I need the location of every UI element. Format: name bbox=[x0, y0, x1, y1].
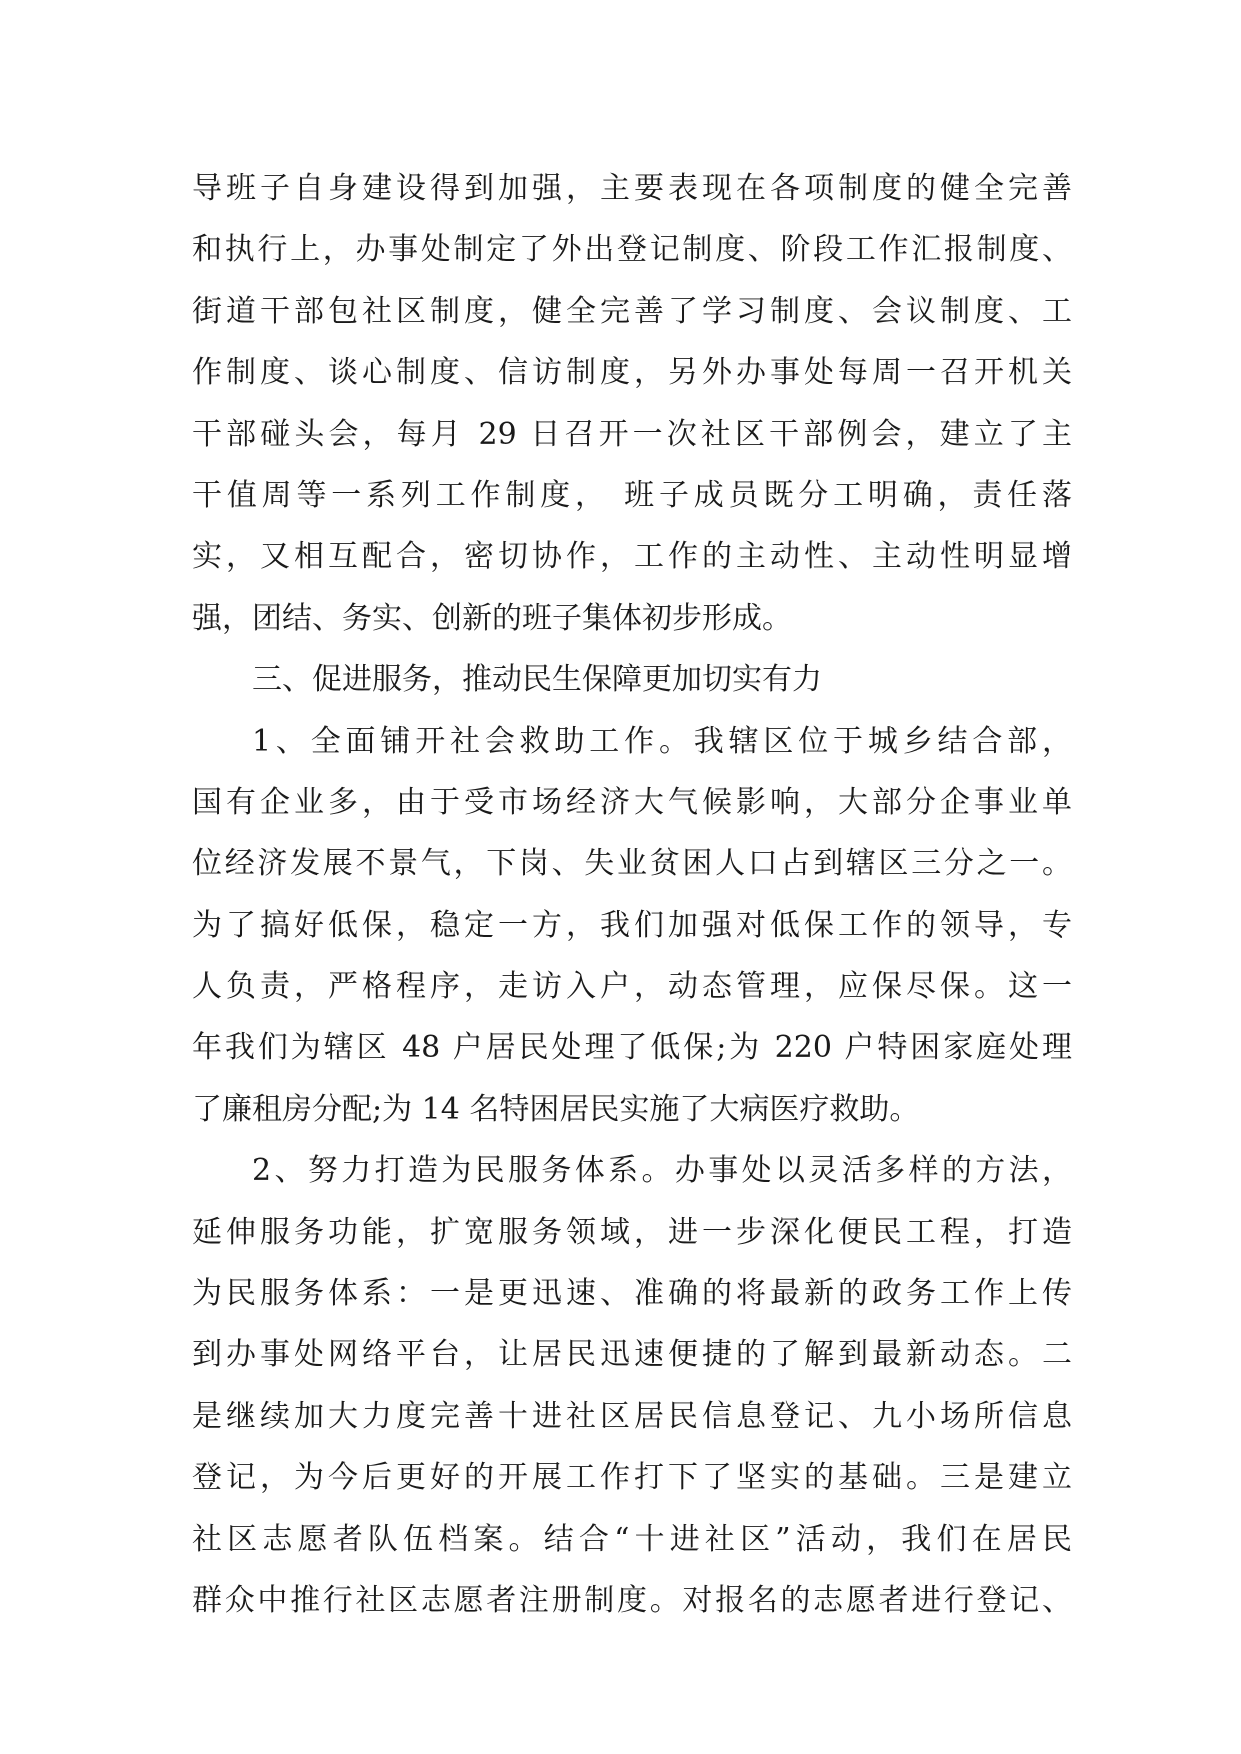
text-line: 登记，为今后更好的开展工作打下了坚实的基础。三是建立 bbox=[192, 1460, 1072, 1496]
text-line: 了廉租房分配;为 14 名特困居民实施了大病医疗救助。 bbox=[192, 1091, 920, 1127]
text-line: 群众中推行社区志愿者注册制度。对报名的志愿者进行登记、 bbox=[192, 1582, 1072, 1618]
text-line: 年我们为辖区 48 户居民处理了低保;为 220 户特困家庭处理 bbox=[192, 1030, 1072, 1066]
document-body bbox=[192, 158, 1072, 1631]
text-line: 干部碰头会，每月 29 日召开一次社区干部例会，建立了主 bbox=[192, 416, 1072, 452]
text-line: 作制度、谈心制度、信访制度，另外办事处每周一召开机关 bbox=[192, 355, 1072, 391]
section-heading: 三、促进服务，推动民生保障更加切实有力 bbox=[252, 662, 822, 698]
text-line: 是继续加大力度完善十进社区居民信息登记、九小场所信息 bbox=[192, 1398, 1072, 1434]
text-line: 强，团结、务实、创新的班子集体初步形成。 bbox=[192, 600, 792, 636]
text-line: 2、努力打造为民服务体系。办事处以灵活多样的方法， bbox=[252, 1153, 1072, 1189]
text-line: 实，又相互配合，密切协作，工作的主动性、主动性明显增 bbox=[192, 539, 1072, 575]
text-line: 导班子自身建设得到加强，主要表现在各项制度的健全完善 bbox=[192, 171, 1072, 206]
text-line: 延伸服务功能，扩宽服务领域，进一步深化便民工程，打造 bbox=[192, 1214, 1072, 1250]
text-line: 人负责，严格程序，走访入户，动态管理，应保尽保。这一 bbox=[192, 969, 1072, 1005]
text-line: 为民服务体系：一是更迅速、准确的将最新的政务工作上传 bbox=[192, 1276, 1072, 1312]
text-line: 干值周等一系列工作制度， 班子成员既分工明确，责任落 bbox=[192, 477, 1072, 513]
text-line: 国有企业多，由于受市场经济大气候影响，大部分企事业单 bbox=[192, 784, 1072, 820]
text-line: 到办事处网络平台，让居民迅速便捷的了解到最新动态。二 bbox=[192, 1337, 1072, 1373]
text-line: 社区志愿者队伍档案。结合“十进社区”活动，我们在居民 bbox=[192, 1521, 1072, 1557]
text-line: 为了搞好低保，稳定一方，我们加强对低保工作的领导，专 bbox=[192, 907, 1072, 943]
text-line: 位经济发展不景气，下岗、失业贫困人口占到辖区三分之一。 bbox=[192, 846, 1072, 882]
text-line: 街道干部包社区制度，健全完善了学习制度、会议制度、工 bbox=[192, 293, 1072, 329]
text-line: 1、全面铺开社会救助工作。我辖区位于城乡结合部， bbox=[252, 723, 1072, 759]
text-line: 和执行上，办事处制定了外出登记制度、阶段工作汇报制度、 bbox=[192, 232, 1072, 268]
